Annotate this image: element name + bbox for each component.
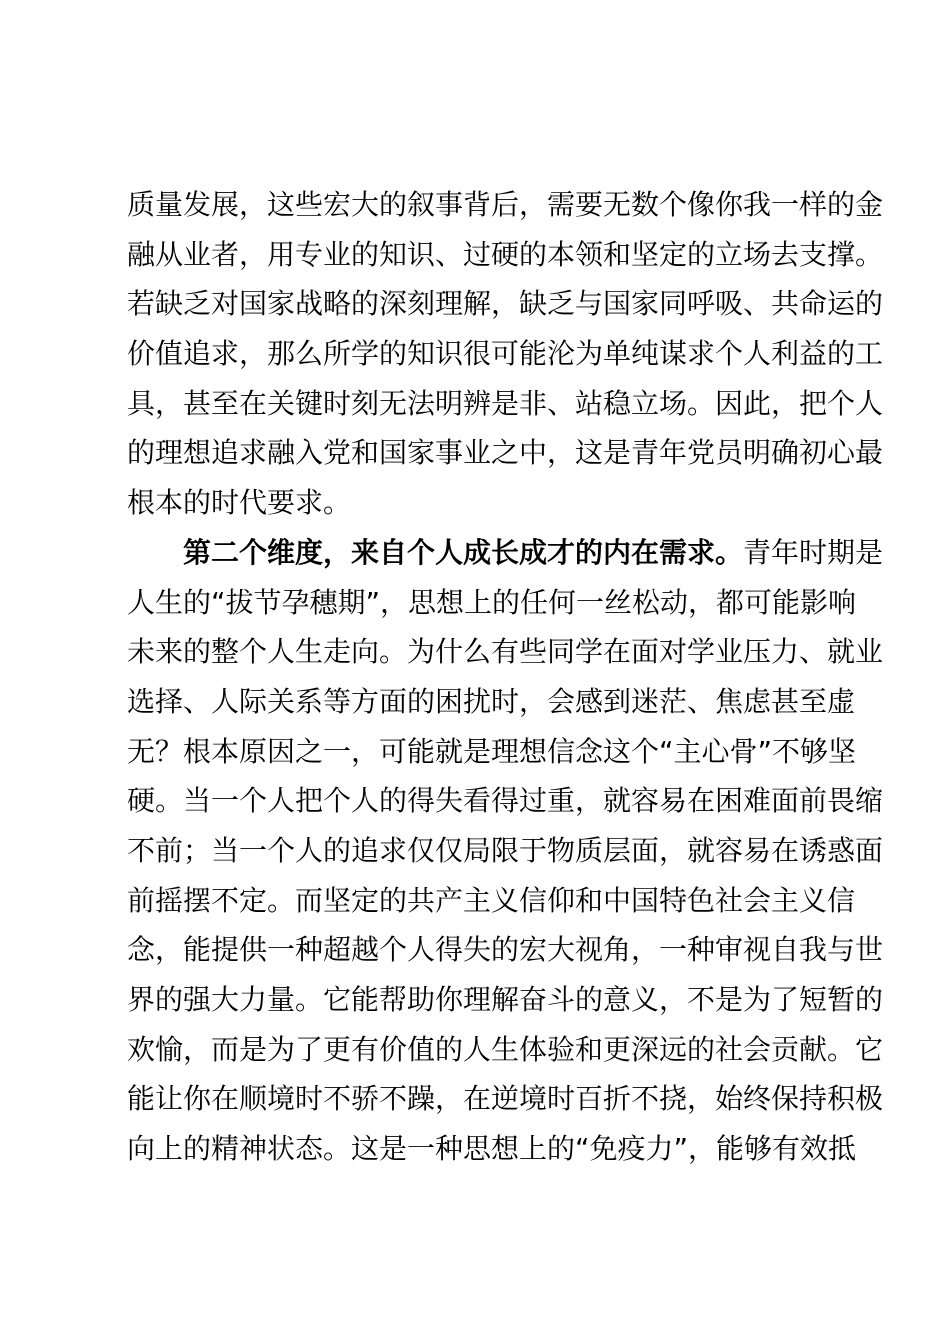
text-line: 若缺乏对国家战略的深刻理解，缺乏与国家同呼吸、共命运的 xyxy=(127,287,884,321)
text-line: 未来的整个人生走向。为什么有些同学在面对学业压力、就业 xyxy=(127,635,884,669)
text-line: 人生的“拔节孕穗期”，思想上的任何一丝松动，都可能影响 xyxy=(127,585,857,619)
text-line: 无？根本原因之一，可能就是理想信念这个“主心骨”不够坚 xyxy=(127,734,857,768)
text-line: 根本的时代要求。 xyxy=(127,486,352,520)
text-line: 硬。当一个人把个人的得失看得过重，就容易在困难面前畏缩 xyxy=(127,784,884,818)
text-line: 融从业者，用专业的知识、过硬的本领和坚定的立场去支撑。 xyxy=(127,237,884,271)
text-line: 质量发展，这些宏大的叙事背后，需要无数个像你我一样的金 xyxy=(127,188,884,221)
section-heading: 第二个维度，来自个人成长成才的内在需求。 xyxy=(183,535,744,569)
text-line: 向上的精神状态。这是一种思想上的“免疫力”，能够有效抵 xyxy=(127,1132,857,1166)
text-line: 欢愉，而是为了更有价值的人生体验和更深远的社会贡献。它 xyxy=(127,1032,884,1066)
text-line: 价值追求，那么所学的知识很可能沦为单纯谋求个人利益的工 xyxy=(127,337,884,371)
text-line: 不前；当一个人的追求仅仅局限于物质层面，就容易在诱惑面 xyxy=(127,833,884,867)
text-line: 选择、人际关系等方面的困扰时，会感到迷茫、焦虑甚至虚 xyxy=(127,684,856,718)
text-run: 青年时期是 xyxy=(743,535,884,569)
text-line: 念，能提供一种超越个人得失的宏大视角，一种审视自我与世 xyxy=(127,933,884,967)
paragraph-1 xyxy=(127,180,884,528)
text-line: 的理想追求融入党和国家事业之中，这是青年党员明确初心最 xyxy=(127,436,884,470)
document-page xyxy=(127,180,884,1174)
text-line-first xyxy=(127,528,884,578)
paragraph-2 xyxy=(127,528,884,1174)
text-line: 具，甚至在关键时刻无法明辨是非、站稳立场。因此，把个人 xyxy=(127,386,884,420)
text-line: 能让你在顺境时不骄不躁，在逆境时百折不挠，始终保持积极 xyxy=(127,1082,884,1116)
text-line: 前摇摆不定。而坚定的共产主义信仰和中国特色社会主义信 xyxy=(127,883,856,917)
text-line: 界的强大力量。它能帮助你理解奋斗的意义，不是为了短暂的 xyxy=(127,983,884,1016)
